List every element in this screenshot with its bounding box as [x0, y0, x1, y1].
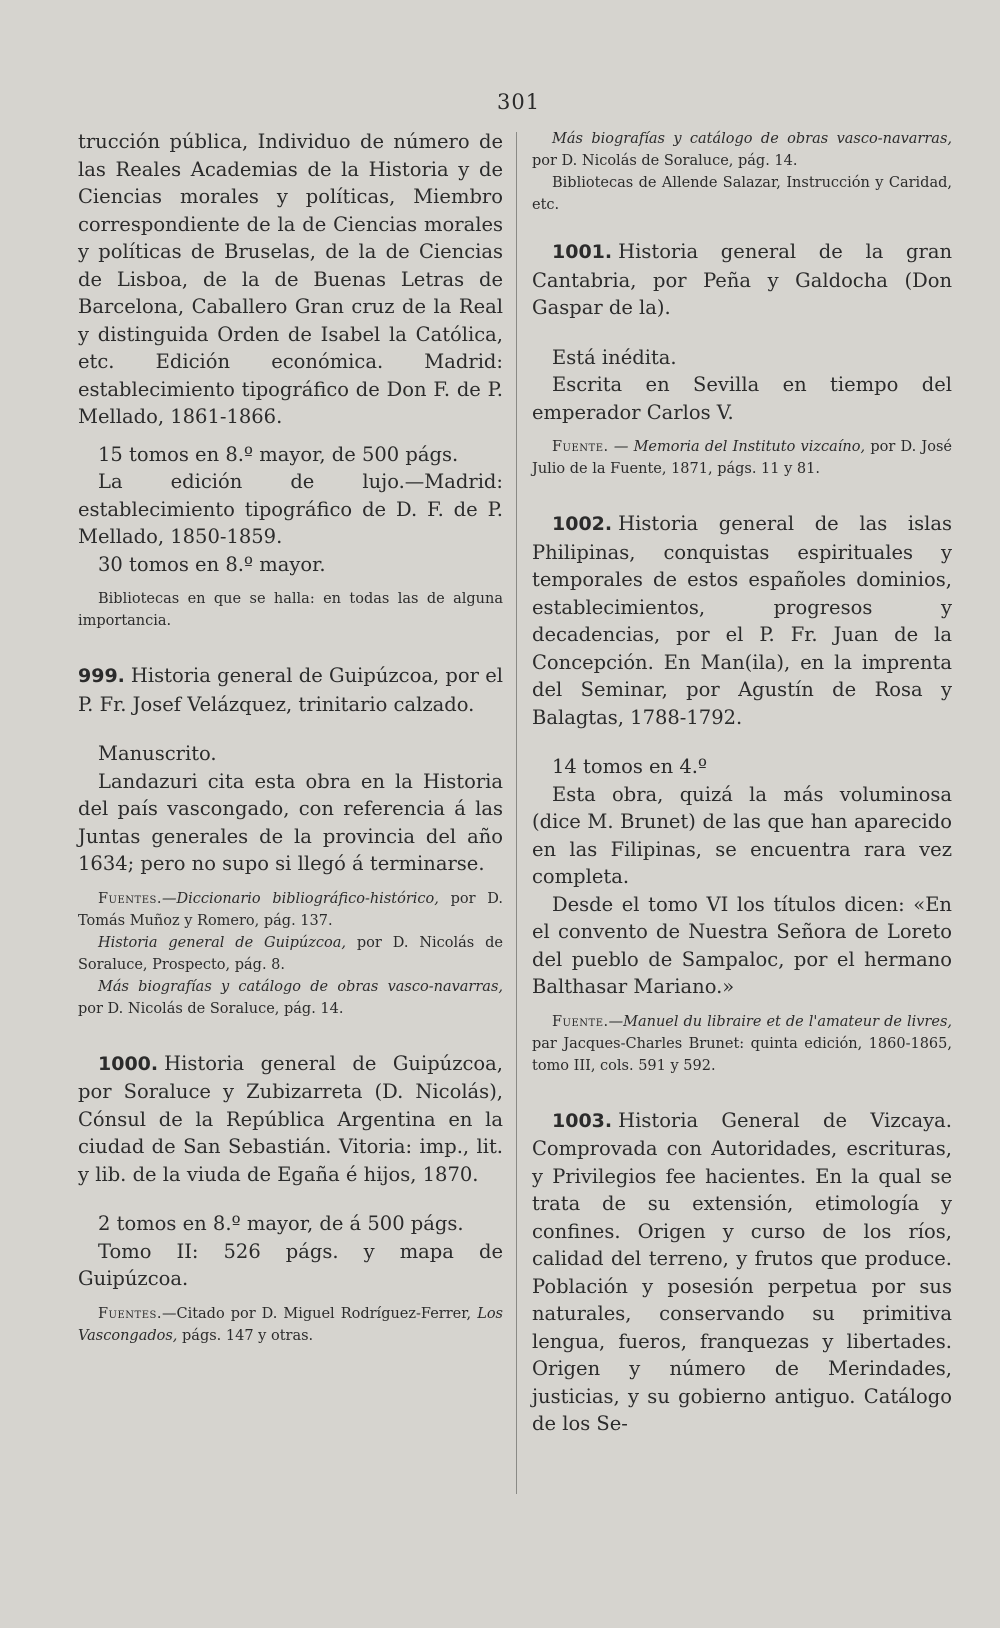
entry-1000-tome-ii: Tomo II: 526 págs. y mapa de Guipúzcoa. — [78, 1239, 503, 1290]
left-column — [78, 128, 503, 1347]
entry-1000-number: 1000. — [98, 1052, 159, 1075]
entry-998-volumes: 15 tomos en 8.º mayor, de 500 págs. — [98, 442, 459, 466]
right-column — [532, 128, 952, 1438]
entry-999-source-2: Historia general de Guipúzcoa, por D. Nicolás de Soraluce, Prospecto, pág. 8. — [78, 934, 504, 973]
entry-999-source-3: Más biografías y catálogo de obras vasco-navarras, por D. Nicolás de Soraluce, pág. 14. — [78, 978, 503, 1017]
entry-998-continuation: trucción pública, Individuo de número de las Reales Academias de la Historia y de Ciencias morales y políticas, Miembro correspondiente de la de Ciencias morales y políticas de Bruselas, de la de Ciencias de Lisboa, de la de Buenas Letras de Barcelona, Caballero Gran cruz de la Real y distinguida Orden de Isabel la Católica, etc. Edición económica. Madrid: establecimiento tipográfico de Don F. de P. Mellado, 1861-1866. — [78, 130, 503, 428]
entry-1002-titles: Desde el tomo VI los títulos dicen: «En el convento de Nuestra Señora de Loreto del pueblo de Sampaloc, por el hermano Balthasar Mariano.» — [532, 892, 952, 998]
entry-999-title: 999. Historia general de Guipúzcoa, por el P. Fr. Josef Velázquez, trinitario calzado. — [78, 664, 503, 716]
entry-1000-libraries: Bibliotecas de Allende Salazar, Instrucción y Caridad, etc. — [532, 175, 952, 213]
entry-1001-source: Fuente. — Memoria del Instituto vizcaíno, por D. José Julio de la Fuente, 1871, págs. 11 y 81. — [532, 439, 952, 477]
entry-1000-title: 1000. Historia general de Guipúzcoa, por Soraluce y Zubizarreta (D. Nicolás), Cónsul de la República Argentina en la ciudad de San Sebastián. Vitoria: imp., lit. y lib. de la viuda de Egaña é hijos, 1870. — [78, 1051, 503, 1186]
entry-1001-title: 1001. Historia general de la gran Cantabria, por Peña y Galdocha (Don Gaspar de la). — [532, 240, 952, 319]
column-divider — [516, 132, 517, 1494]
entry-1002-title: 1002. Historia general de las islas Philipinas, conquistas espirituales y temporales de estos españoles dominios, establecimientos, progresos y decadencias, por el P. Fr. Juan de la Concepción. En Man(ila), en la imprenta del Seminar, por Agustín de Rosa y Balagtas, 1788-1792. — [532, 512, 952, 729]
entry-1001-number: 1001. — [552, 241, 613, 263]
entry-999-manuscript: Manuscrito. — [98, 742, 217, 765]
entry-999-number: 999. — [78, 665, 125, 687]
entry-998-libraries: Bibliotecas en que se halla: en todas las de alguna importancia. — [78, 591, 503, 629]
entry-1002-source: Fuente.—Manuel du libraire et de l'amateur de livres, par Jacques-Charles Brunet: quinta edición, 1860-1865, tomo III, cols. 591 y 592. — [532, 1013, 952, 1074]
entry-1000-volumes: 2 tomos en 8.º mayor, de á 500 págs. — [98, 1212, 464, 1235]
entry-1001-unpublished: Está inédita. — [552, 345, 677, 369]
entry-1000-source: Fuentes.—Citado por D. Miguel Rodríguez-Ferrer, Los Vascongados, págs. 147 y otras. — [78, 1305, 503, 1344]
entry-1002-volumes: 14 tomos en 4.º — [552, 755, 708, 778]
entry-998-luxury-edition: La edición de lujo.—Madrid: establecimiento tipográfico de D. F. de P. Mellado, 1850-1859. — [78, 470, 503, 548]
entry-1003-title: 1003. Historia General de Vizcaya. Comprovada con Autoridades, escrituras, y Privilegios fee hacientes. En la qual se trata de su extensión, etimología y confines. Origen y curso de los ríos, calidad del terreno, y frutos que produce. Población y posesión perpetua por sus naturales, conservando su primitiva lengua, fueros, franquezas y libertades. Origen y número de Merindades, justicias, y su gobierno antiguo. Catálogo de los Se- — [532, 1108, 952, 1435]
entry-999-note: Landazuri cita esta obra en la Historia del país vascongado, con referencia á las Juntas generales de la provincia del año 1634; pero no supo si llegó á terminarse. — [78, 769, 503, 875]
entry-1002-note: Esta obra, quizá la más voluminosa (dice M. Brunet) de las que han aparecido en las Filipinas, se encuentra rara vez completa. — [532, 782, 952, 888]
entry-1000-source-cont: Más biografías y catálogo de obras vasco-navarras, por D. Nicolás de Soraluce, pág. 14. — [532, 131, 952, 169]
page-number: 301 — [497, 90, 541, 114]
entry-998-luxury-volumes: 30 tomos en 8.º mayor. — [98, 552, 326, 576]
entry-1002-number: 1002. — [552, 513, 613, 535]
entry-1001-note: Escrita en Sevilla en tiempo del emperador Carlos V. — [532, 373, 952, 424]
entry-1003-number: 1003. — [552, 1109, 613, 1132]
entry-999-source-1: Fuentes.—Diccionario bibliográfico-histórico, por D. Tomás Muñoz y Romero, pág. 137. — [78, 890, 503, 929]
